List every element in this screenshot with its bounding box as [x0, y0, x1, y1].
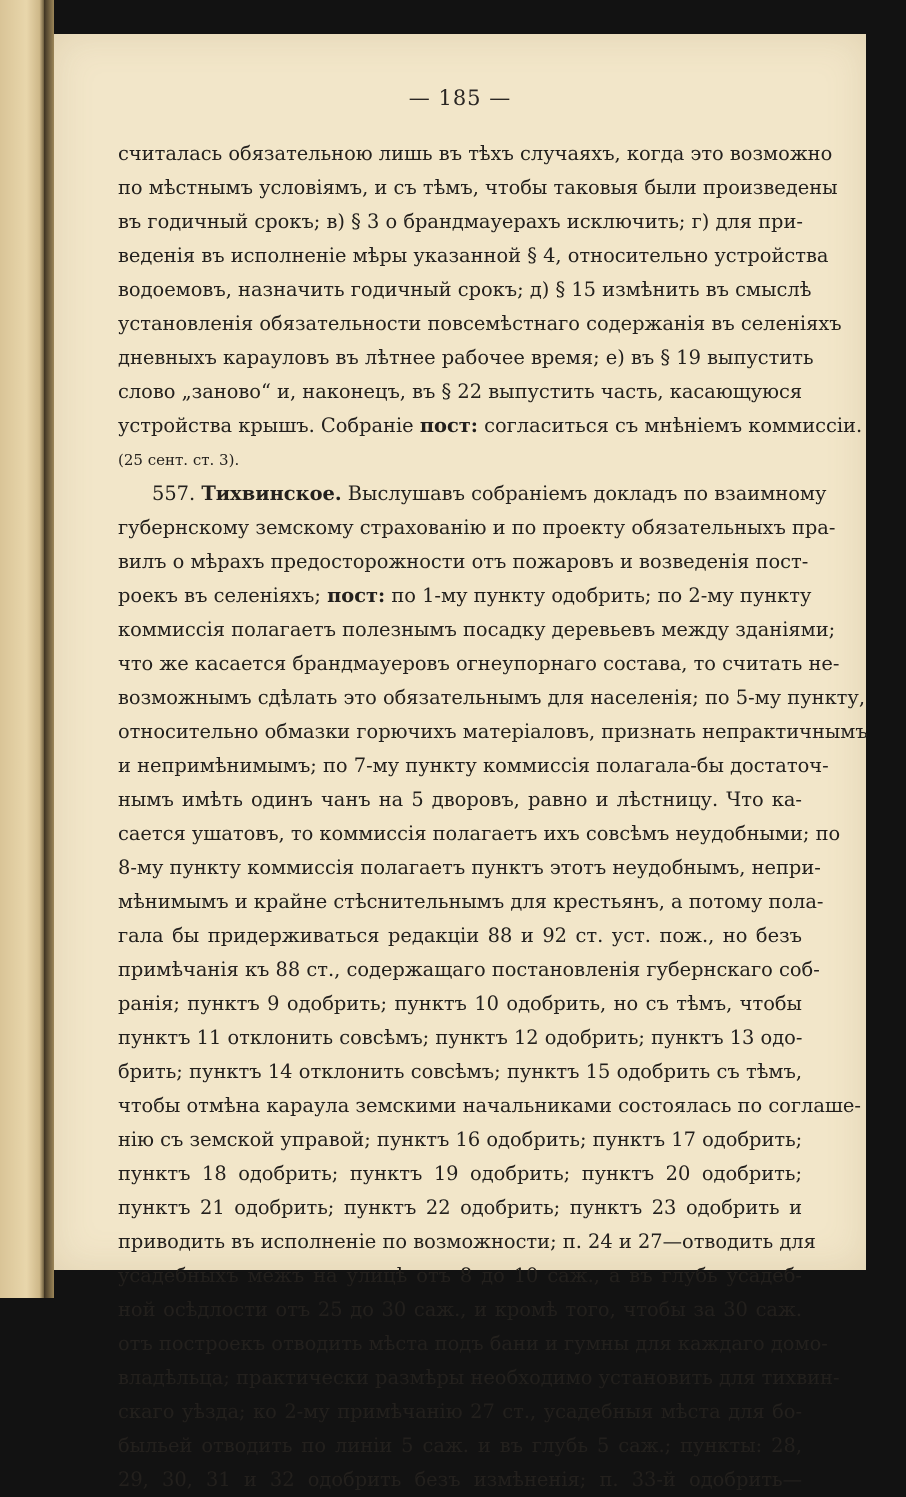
text-fragment: роекъ въ селеніяхъ; [118, 584, 328, 607]
text-line: скаго уѣзда; ко 2-му примѣчанію 27 ст., усадебныя мѣста для бо- [118, 1400, 802, 1423]
page-number: — 185 — [408, 86, 512, 110]
text-line: примѣчанія къ 88 ст., содержащаго постановленія губернскаго соб- [118, 958, 820, 981]
text-line: и непримѣнимымъ; по 7-му пункту коммиссія полагала-бы достаточ- [118, 754, 829, 777]
text-fragment: устройства крышъ. Собраніе [118, 414, 420, 437]
text-line: 8-му пункту коммиссія полагаетъ пунктъ этотъ неудобнымъ, непри- [118, 856, 821, 879]
text-line: въ годичный срокъ; в) § 3 о брандмауерахъ исключить; г) для при- [118, 210, 803, 233]
text-line: пунктъ 18 одобрить; пунктъ 19 одобрить; пунктъ 20 одобрить; [118, 1162, 802, 1185]
text-line: нію съ земской управой; пунктъ 16 одобрить; пунктъ 17 одобрить; [118, 1128, 803, 1151]
text-line: чтобы отмѣна караула земскими начальниками состоялась по соглаше- [118, 1094, 861, 1117]
text-line: мѣнимымъ и крайне стѣснительнымъ для крестьянъ, а потому пола- [118, 890, 824, 913]
text-line: усадебныхъ межъ на улицѣ отъ 8 до 10 саж., а въ глубь усадеб- [118, 1264, 802, 1287]
text-line: вилъ о мѣрахъ предосторожности отъ пожаровъ и возведенія пост- [118, 550, 809, 573]
text-fragment: Выслушавъ собраніемъ докладъ по взаимному [341, 482, 827, 505]
text-line: пунктъ 11 отклонить совсѣмъ; пунктъ 12 одобрить; пунктъ 13 одо- [118, 1026, 803, 1049]
text-line: считалась обязательною лишь въ тѣхъ случаяхъ, когда это возможно [118, 142, 833, 165]
resolution-keyword: пост: [327, 584, 386, 607]
text-line: брить; пунктъ 14 отклонить совсѣмъ; пунктъ 15 одобрить съ тѣмъ, [118, 1060, 802, 1083]
section-number: 557. [152, 482, 196, 505]
page-text [118, 137, 868, 1497]
section-heading-line [118, 477, 827, 511]
text-line: отъ построекъ отводить мѣста подъ бани и гумны для каждаго домо- [118, 1332, 828, 1355]
text-line: что же касается брандмауеровъ огнеупорнаго состава, то считать не- [118, 652, 840, 675]
text-line: гала бы придерживаться редакціи 88 и 92 ст. уст. пож., но безъ [118, 924, 802, 947]
text-line: нымъ имѣть одинъ чанъ на 5 дворовъ, равно и лѣстницу. Что ка- [118, 788, 802, 811]
text-line: водоемовъ, назначить годичный срокъ; д) § 15 измѣнить въ смыслѣ [118, 278, 812, 301]
text-line: коммиссія полагаетъ полезнымъ посадку деревьевъ между зданіями; [118, 618, 836, 641]
text-line: быльей отводить по линіи 5 саж. и въ глубь 5 саж.; пункты: 28, [118, 1434, 802, 1457]
text-line: веденія въ исполненіе мѣры указанной § 4, относительно устройства [118, 244, 829, 267]
text-fragment: по 1-му пункту одобрить; по 2-му пункту [385, 584, 812, 607]
left-page-edge [0, 0, 44, 1298]
text-line: относительно обмазки горючихъ матеріаловъ, признать непрактичнымъ [118, 720, 868, 743]
text-line: сается ушатовъ, то коммиссія полагаетъ ихъ совсѣмъ неудобными; по [118, 822, 841, 845]
book-spine [44, 0, 54, 1298]
text-line: 29, 30, 31 и 32 одобрить безъ измѣненія; п. 33-й одобрить— [118, 1468, 802, 1491]
resolution-keyword: пост: [419, 414, 478, 437]
text-line: установленія обязательности повсемѣстнаго содержанія въ селеніяхъ [118, 312, 842, 335]
section-title: Тихвинское. [201, 482, 342, 505]
text-line: дневныхъ карауловъ въ лѣтнее рабочее время; е) въ § 19 выпустить [118, 346, 814, 369]
text-line: пунктъ 21 одобрить; пунктъ 22 одобрить; пунктъ 23 одобрить и [118, 1196, 802, 1219]
citation: (25 сент. ст. 3). [118, 451, 240, 469]
text-line: ной осѣдлости отъ 25 до 30 саж., и кромѣ того, чтобы за 30 саж. [118, 1298, 802, 1321]
text-line [118, 409, 863, 443]
text-fragment: согласиться съ мнѣніемъ коммиссіи. [477, 414, 863, 437]
text-line: возможнымъ сдѣлать это обязательнымъ для населенія; по 5-му пункту, [118, 686, 865, 709]
text-line: по мѣстнымъ условіямъ, и съ тѣмъ, чтобы таковыя были произведены [118, 176, 838, 199]
text-line: владѣльца; практически размѣры необходимо установить для тихвин- [118, 1366, 840, 1389]
text-line: ранія; пунктъ 9 одобрить; пунктъ 10 одобрить, но съ тѣмъ, чтобы [118, 992, 802, 1015]
text-line: слово „заново“ и, наконецъ, въ § 22 выпустить часть, касающуюся [118, 380, 803, 403]
text-line [118, 579, 812, 613]
book-page [54, 34, 868, 1491]
text-line: приводить въ исполненіе по возможности; п. 24 и 27—отводить для [118, 1230, 816, 1253]
text-line: губернскому земскому страхованію и по проекту обязательныхъ пра- [118, 516, 836, 539]
